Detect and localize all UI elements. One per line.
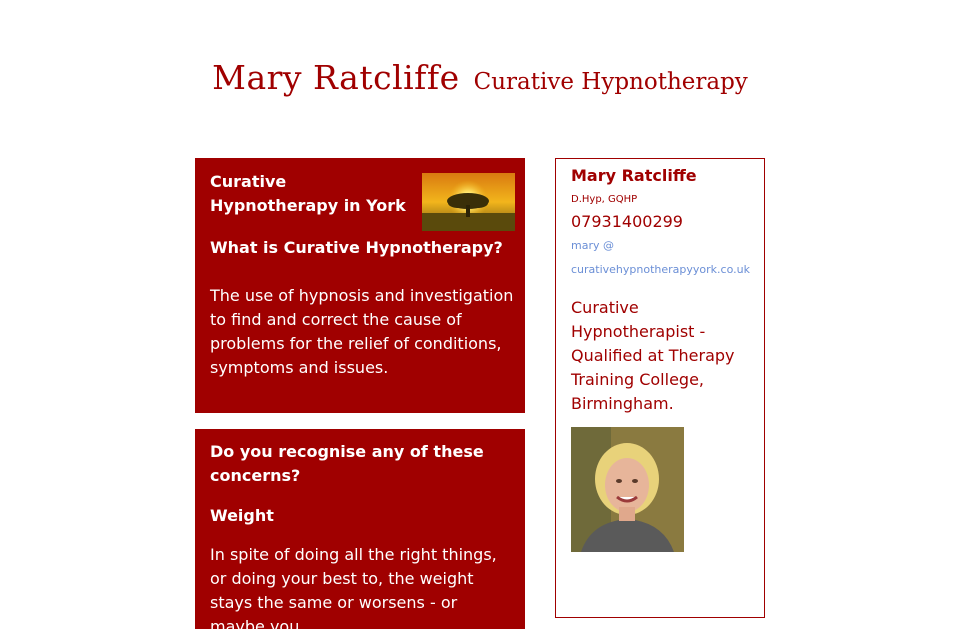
contact-sidebar (555, 158, 765, 618)
concerns-subheading: Weight (210, 506, 274, 525)
bio-text: Curative Hypnotherapist - Qualified at Therapy Training College, Birmingham. (571, 298, 735, 413)
concerns-panel (195, 429, 525, 636)
concerns-title: Do you recognise any of these concerns? (210, 442, 484, 485)
concerns-body: In spite of doing all the right things, or doing your best to, the weight stays the same or worsens - or maybe you (210, 545, 497, 636)
site-tagline: Curative Hypnotherapy (473, 69, 748, 95)
email-link[interactable] (571, 234, 764, 282)
email-user[interactable]: mary @ (571, 239, 614, 252)
email-domain[interactable]: curativehypnotherapyyork.co.uk (571, 263, 750, 276)
credentials: D.Hyp, GQHP (571, 194, 638, 205)
contact-name: Mary Ratcliffe (571, 166, 697, 185)
intro-panel (195, 158, 525, 413)
tree-sunset-image (422, 173, 515, 231)
intro-title: Curative Hypnotherapy in York (210, 172, 406, 215)
portrait-photo (571, 427, 684, 552)
intro-body: The use of hypnosis and investigation to find and correct the cause of problems for the relief of conditions, symptoms and issues. (210, 286, 514, 377)
site-header (0, 58, 960, 97)
intro-subheading: What is Curative Hypnotherapy? (210, 238, 503, 257)
phone-number[interactable]: 07931400299 (571, 212, 683, 231)
site-name[interactable]: Mary Ratcliffe (212, 58, 460, 97)
